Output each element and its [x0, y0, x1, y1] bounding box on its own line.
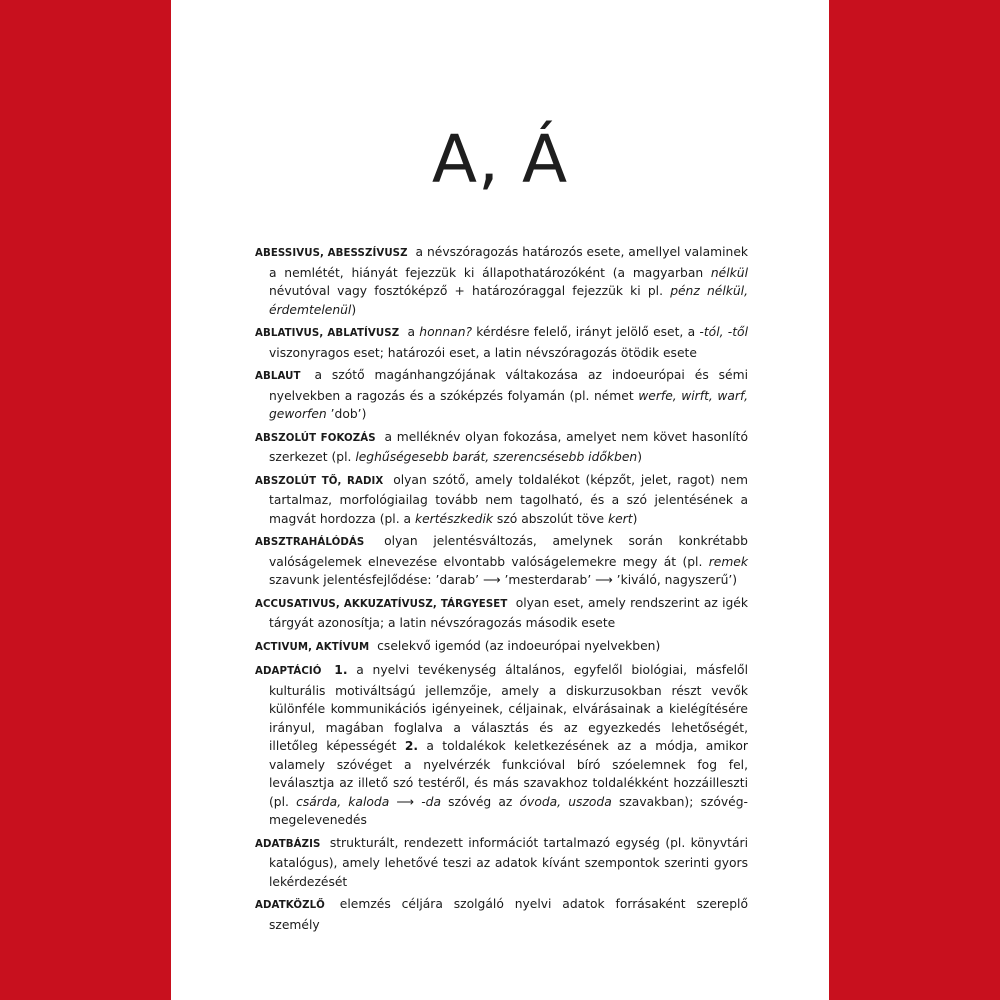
- dictionary-entry: [255, 895, 748, 934]
- dictionary-entry: [255, 661, 748, 830]
- sense-number: 1.: [334, 663, 348, 677]
- definition-text: szó abszolút töve: [493, 511, 608, 526]
- italic-example: nélkül: [710, 265, 748, 280]
- italic-example: csárda, kaloda: [296, 794, 390, 809]
- entry-headword: ABLATIVUS, ABLATÍVUSZ: [255, 328, 400, 339]
- italic-example: remek: [708, 554, 748, 569]
- dictionary-entry: [255, 323, 748, 362]
- definition-text: strukturált, rendezett információt tartalmazó egység (pl. könyvtári katalógus), amely lehetővé teszi az adatok kívánt szempontok szerinti gyors lekérdezését: [269, 835, 748, 889]
- definition-text: viszonyragos eset; határozói eset, a latin névszóragozás ötödik esete: [269, 345, 697, 360]
- entry-headword: ACTIVUM, AKTÍVUM: [255, 641, 370, 653]
- entry-headword: ADATKÖZLŐ: [255, 900, 325, 911]
- definition-text: szóvég az: [440, 794, 520, 809]
- entry-headword: ACCUSATIVUS, AKKUZATÍVUSZ, TÁRGYESET: [255, 598, 508, 610]
- definition-text: kérdésre felelő, irányt jelölő eset, a: [472, 325, 700, 339]
- sense-number: 2.: [404, 739, 419, 753]
- definition-text: olyan szótő, amely toldalékot (képzőt, jelet, ragot) nem tartalmaz, morfológiailag tovább nem tagolható, és a szó jelentésének a magvát hordozza (pl. a: [269, 472, 748, 526]
- italic-example: honnan?: [419, 325, 473, 339]
- definition-text: ): [632, 511, 638, 526]
- italic-example: -da: [421, 794, 441, 809]
- definition-text: a: [407, 325, 420, 339]
- definition-text: ’dob’): [326, 407, 367, 421]
- italic-example: óvoda, uszoda: [519, 794, 612, 809]
- italic-example: kert: [607, 511, 633, 526]
- dictionary-entry: [255, 471, 748, 529]
- italic-example: pénz nélkül, érdemtelenül: [269, 284, 748, 317]
- definition-text: a toldalékok keletkezésének az a módja, amikor valamely szóvéget a nyelvérzék funkcióval bíró szóelemnek fog fel, leválasztja az illető szó testéről, és más szavakhoz toldalékként hozzáilleszti (pl.: [269, 739, 748, 809]
- italic-example: werfe, wirft, warf, geworfen: [269, 388, 748, 421]
- dictionary-entry: [255, 637, 748, 658]
- entry-list: [255, 243, 748, 938]
- entry-headword: ADAPTÁCIÓ: [255, 666, 322, 677]
- dictionary-entry: [255, 594, 748, 633]
- definition-text: cselekvő igemód (az indoeurópai nyelvekben): [377, 638, 661, 653]
- definition-text: ): [351, 302, 357, 317]
- dictionary-entry: [255, 532, 748, 590]
- definition-text: névutóval vagy fosztóképző + határozóraggal fejezzük ki pl.: [269, 284, 671, 298]
- entry-headword: ABSZOLÚT FOKOZÁS: [255, 432, 376, 444]
- definition-text: ⟶: [389, 794, 422, 809]
- definition-text: szavakban); szóvég-megelevenedés: [269, 794, 748, 827]
- definition-text: olyan jelentésváltozás, amelynek során konkrétabb valóságelemek elnevezése elvontabb valóságelemekre megy át (pl.: [269, 534, 748, 569]
- letter-heading: A, Á: [431, 121, 569, 198]
- definition-text: ): [637, 450, 643, 464]
- italic-example: leghűségesebb barát, szerencsésebb időkben: [355, 450, 638, 464]
- dictionary-entry: [255, 366, 748, 424]
- definition-text: a szótő magánhangzójának váltakozása az indoeurópai és sémi nyelvekben a ragozás és a szóképzés folyamán (pl. német: [269, 368, 748, 403]
- entry-headword: ABLAUT: [255, 371, 301, 382]
- definition-text: a nyelvi tevékenység általános, egyfelől biológiai, másfelől kulturális motiváltságú jellemzője, amely a diskurzusokban részt vevők különféle kommunikációs igényeinek, céljainak, elvárásainak a kielégítésére irányul, magában foglalva a választás és az egyezkedés lehetőségét, illetőleg képességét: [269, 663, 748, 753]
- dictionary-page: [171, 0, 829, 1000]
- dictionary-entry: [255, 834, 748, 892]
- dictionary-entry: [255, 243, 748, 319]
- entry-headword: ADATBÁZIS: [255, 838, 321, 850]
- dictionary-entry: [255, 428, 748, 467]
- definition-text: a névszóragozás határozós esete, amellyel valaminek a nemlétét, hiányát fejezzük ki állapothatározóként (a magyarban: [269, 245, 749, 280]
- definition-text: olyan eset, amely rendszerint az igék tárgyát azonosítja; a latin névszóragozás második esete: [269, 595, 748, 630]
- entry-headword: ABESSIVUS, ABESSZÍVUSZ: [255, 248, 408, 259]
- italic-example: kertészkedik: [414, 511, 494, 526]
- entry-headword: ABSZTRAHÁLÓDÁS: [255, 537, 365, 548]
- definition-text: szavunk jelentésfejlődése: ’darab’ ⟶ ’mesterdarab’ ⟶ ’kiváló, nagyszerű’): [269, 573, 738, 587]
- entry-headword: ABSZOLÚT TŐ, RADIX: [255, 475, 384, 487]
- italic-example: -tól, -től: [699, 325, 748, 339]
- definition-text: elemzés céljára szolgáló nyelvi adatok forrásaként szereplő személy: [269, 897, 748, 932]
- definition-text: a melléknév olyan fokozása, amelyet nem követ hasonlító szerkezet (pl.: [269, 429, 748, 464]
